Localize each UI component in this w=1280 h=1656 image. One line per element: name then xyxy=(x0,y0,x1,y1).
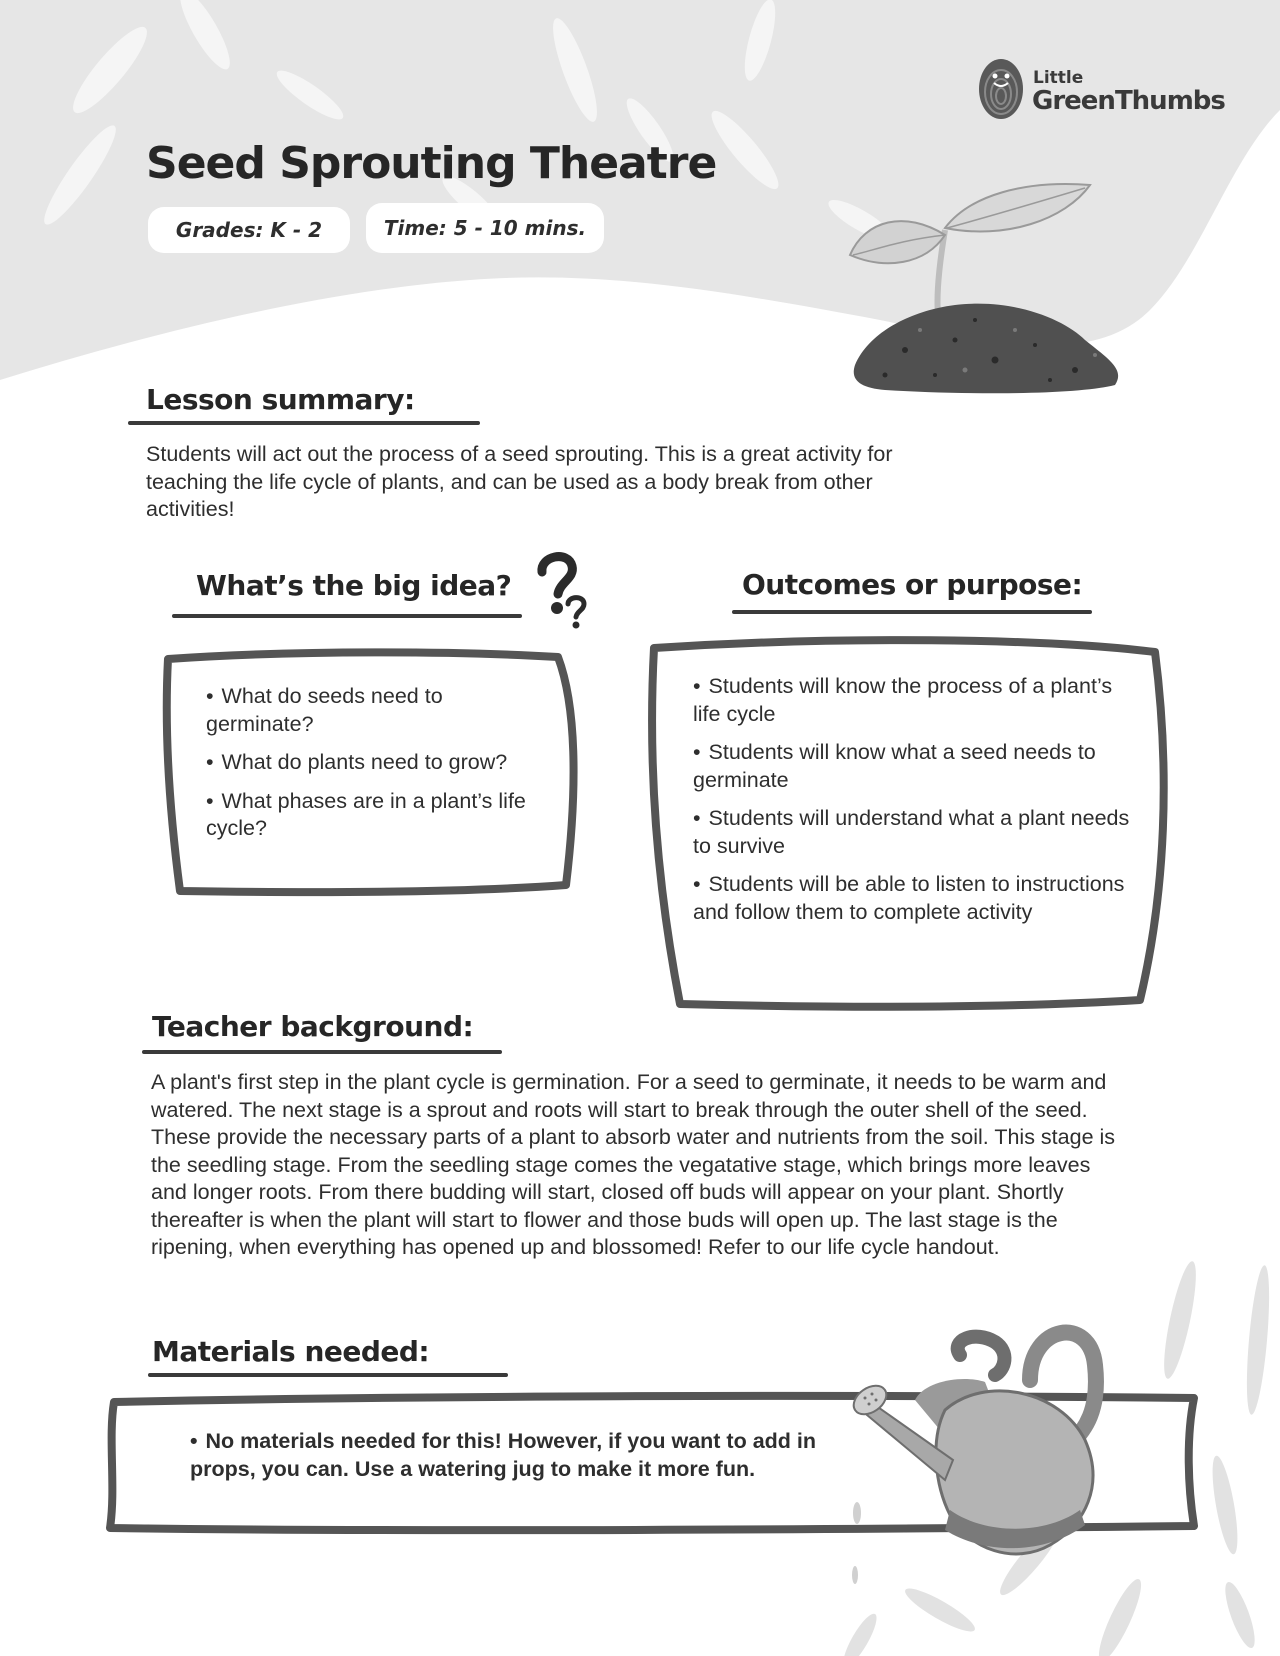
time-badge: Time: 5 - 10 mins. xyxy=(366,203,604,253)
list-item: • No materials needed for this! However, if you want to add in props, you can. Use a watering jug to make it more fun. xyxy=(190,1428,830,1483)
watering-can-illustration xyxy=(845,1320,1125,1590)
list-item: • Students will know the process of a plant’s life cycle xyxy=(693,673,1133,728)
logo-small-text: Little xyxy=(1033,68,1084,88)
list-item: • What phases are in a plant’s life cycle? xyxy=(206,788,551,843)
list-item: • Students will understand what a plant needs to survive xyxy=(693,805,1133,860)
grades-badge: Grades: K - 2 xyxy=(148,207,350,253)
list-item: • What do plants need to grow? xyxy=(206,749,551,777)
materials-list xyxy=(190,1428,830,1494)
logo-big-text: GreenThumbs xyxy=(1032,86,1225,116)
teacher-background-heading: Teacher background: xyxy=(152,1010,474,1043)
thumbprint-icon xyxy=(975,56,1027,122)
outcomes-list xyxy=(693,673,1133,937)
materials-heading: Materials needed: xyxy=(152,1335,430,1368)
list-item: • What do seeds need to germinate? xyxy=(206,683,551,738)
materials-underline xyxy=(148,1373,508,1377)
lesson-summary-text: Students will act out the process of a seed sprouting. This is a great activity for teaching the life cycle of plants, and can be used as a body break from other activities! xyxy=(146,442,893,521)
teacher-background-underline xyxy=(142,1050,502,1054)
lesson-summary-underline xyxy=(128,421,480,425)
list-item: • Students will know what a seed needs to germinate xyxy=(693,739,1133,794)
outcomes-heading: Outcomes or purpose: xyxy=(742,568,1083,601)
big-idea-underline xyxy=(172,614,522,618)
question-marks-icon xyxy=(528,548,594,632)
lesson-summary-heading: Lesson summary: xyxy=(146,383,415,416)
big-idea-list xyxy=(206,683,551,854)
brand-logo xyxy=(975,56,1225,126)
list-item: • Students will be able to listen to instructions and follow them to complete activity xyxy=(693,871,1133,926)
page-title: Seed Sprouting Theatre xyxy=(146,138,717,189)
teacher-background-text: A plant's first step in the plant cycle is germination. For a seed to germinate, it needs to be warm and watered. The next stage is a sprout and roots will start to break through the outer shell of the seed. These provide the necessary parts of a plant to absorb water and nutrients from the soil. This stage is the seedling stage. From the seedling stage comes the vegatative stage, which brings more leaves and longer roots. From there budding will start, closed off buds will appear on your plant. Shortly thereafter is when the plant will start to flower and those buds will open up. The last stage is the ripening, when everything has opened up and blossomed! Refer to our life cycle handout. xyxy=(151,1070,1116,1259)
big-idea-heading: What’s the big idea? xyxy=(196,569,512,602)
outcomes-underline xyxy=(732,610,1092,614)
sprout-illustration xyxy=(845,180,1135,420)
